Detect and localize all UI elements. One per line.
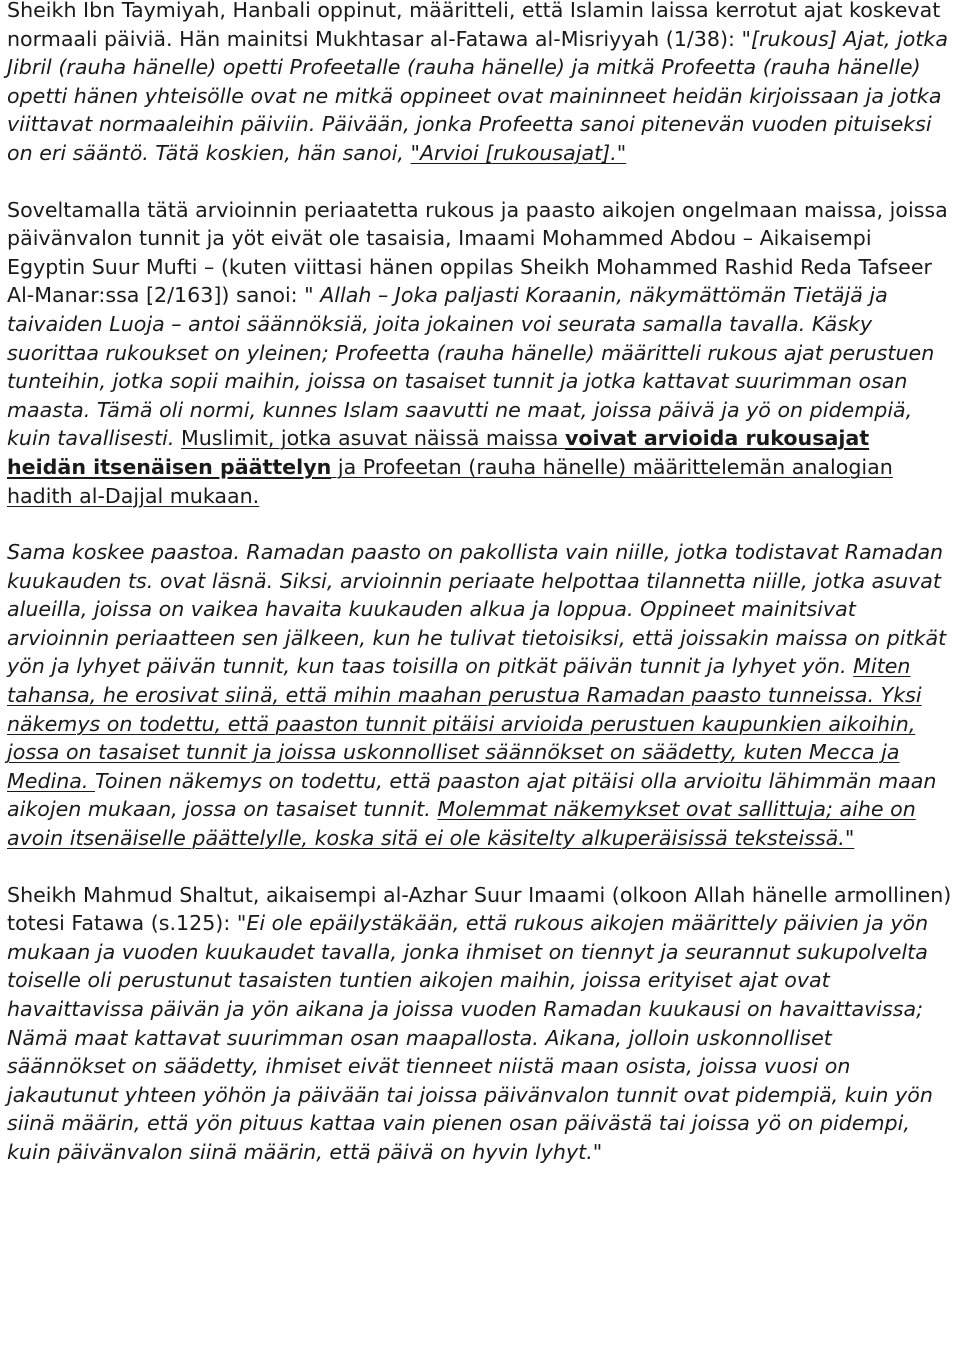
paragraph-gap [7, 510, 955, 538]
underlined-text: Miten tahansa, he erosivat siinä, että mihin maahan perustua Ramadan paasto tunneissa. Yksi näkemys on todettu, että paaston tunnit pitäisi arvioida perustuen kaupunkien aikoihin, jossa on tasaiset tunnit ja joissa uskonnolliset säännökset on säädetty, kuten Mecca ja Medina. [7, 654, 922, 793]
underlined-text: Muslimit, jotka asuvat näissä maissa [180, 426, 565, 451]
paragraph-abdou [7, 196, 955, 511]
document-page [7, 0, 955, 1167]
underlined-text: Molemmat näkemykset ovat sallittuja; aihe on avoin itsenäiselle päättelylle, koska sitä ei ole käsitelty alkuperäisissä teksteissä." [7, 797, 916, 851]
paragraph-text: Sheikh Ibn Taymiyah, Hanbali oppinut, määritteli, että Islamin laissa kerrotut ajat koskevat normaali päiviä. Hän mainitsi Mukhtasar al-Fatawa al-Misriyyah (1/38): [7, 0, 941, 51]
quote-text: "Ei ole epäilystäkään, että rukous aikojen määrittely päivien ja yön mukaan ja vuoden kuukaudet tavalla, jonka ihmiset on tiennyt ja seurannut sukupolvelta toiselle oli perustunut tasaisten tuntien aikojen maihin, joissa erityiset ajat ovat havaittavissa päivän ja yön aikana ja joissa vuoden Ramadan kuukausi on havaittavissa; Nämä maat kattavat suurimman osan maapallosta. Aikana, jolloin uskonnolliset säännökset on säädetty, ihmiset eivät tienneet niistä maan osista, joissa vuosi on jakautunut yhteen yöhön ja päivään tai joissa päivänvalon tunnit ovat pidempiä, kuin yön siinä määrin, että yön pituus kattaa vain pienen osan päivästä tai joissa yö on pidempi, kuin päivänvalon siinä määrin, että päivä on hyvin lyhyt." [7, 911, 933, 1164]
paragraph-gap [7, 853, 955, 881]
paragraph-shaltut [7, 881, 955, 1167]
quote-text: "[rukous] Ajat, jotka Jibril (rauha hänelle) opetti Profeetalle (rauha hänelle) ja mitkä Profeetta (rauha hänelle) opetti hänen yhteisölle ovat ne mitkä oppineet ovat maininneet heidän kirjoissaan ja jotka viittavat normaaleihin päiviin. Päivään, jonka Profeetta sanoi pitenevän vuoden pituiseksi on eri sääntö. Tätä koskien, hän sanoi, [7, 26, 948, 165]
quote-text: Toinen näkemys on todettu, että paaston ajat pitäisi olla arvioitu lähimmän maan aikojen mukaan, jossa on tasaiset tunnit. [7, 768, 937, 822]
quote-text: " Allah – Joka paljasti Koraanin, näkymättömän Tietäjä ja taivaiden Luoja – antoi säännöksiä, joita jokainen voi seurata samalla tavalla. Käsky suorittaa rukoukset on yleinen; Profeetta (rauha hänelle) määritteli rukous ajat perustuen tunteihin, jotka sopii maihin, joissa on tasaiset tunnit ja jotka kattavat suurimman osan maasta. Tämä oli normi, kunnes Islam saavutti ne maat, joissa päivä ja yö on pidempiä, kuin tavallisesti. [7, 283, 935, 451]
paragraph-fasting [7, 538, 955, 853]
quote-text: Sama koskee paastoa. Ramadan paasto on pakollista vain niille, jotka todistavat Ramadan kuukauden ts. ovat läsnä. Siksi, arvioinnin periaate helpottaa tilannetta niille, jotka asuvat alueilla, joissa on vaikea havaita kuukauden alkua ja loppua. Oppineet mainitsivat arvioinnin periaatteen sen jälkeen, kun he tulivat tietoisiksi, että joissakin maissa on pitkät yön ja lyhyet päivän tunnit, kun taas toisilla on pitkät päivän tunnit ja lyhyet yön. [7, 540, 947, 679]
quote-underlined: "Arvioi [rukousajat]." [410, 140, 627, 165]
paragraph-gap [7, 168, 955, 196]
paragraph-text: Sheikh Mahmud Shaltut, aikaisempi al-Azhar Suur Imaami (olkoon Allah hänelle armollinen) totesi Fatawa (s.125): [7, 882, 952, 936]
paragraph-text: Soveltamalla tätä arvioinnin periaatetta rukous ja paasto aikojen ongelmaan maissa, joissa päivänvalon tunnit ja yöt eivät ole tasaisia, Imaami Mohammed Abdou – Aikaisempi Egyptin Suur Mufti – (kuten viittasi hänen oppilas Sheikh Mohammed Rashid Reda Tafseer Al-Manar:ssa [2/163]) sanoi: [7, 197, 948, 308]
paragraph-ibn-taymiyah [7, 0, 955, 168]
underlined-text: ja Profeetan (rauha hänelle) määrittelemän analogian hadith al-Dajjal mukaan. [7, 454, 893, 508]
bold-underlined-text: voivat arvioida rukousajat heidän itsenäisen päättelyn [7, 426, 870, 479]
